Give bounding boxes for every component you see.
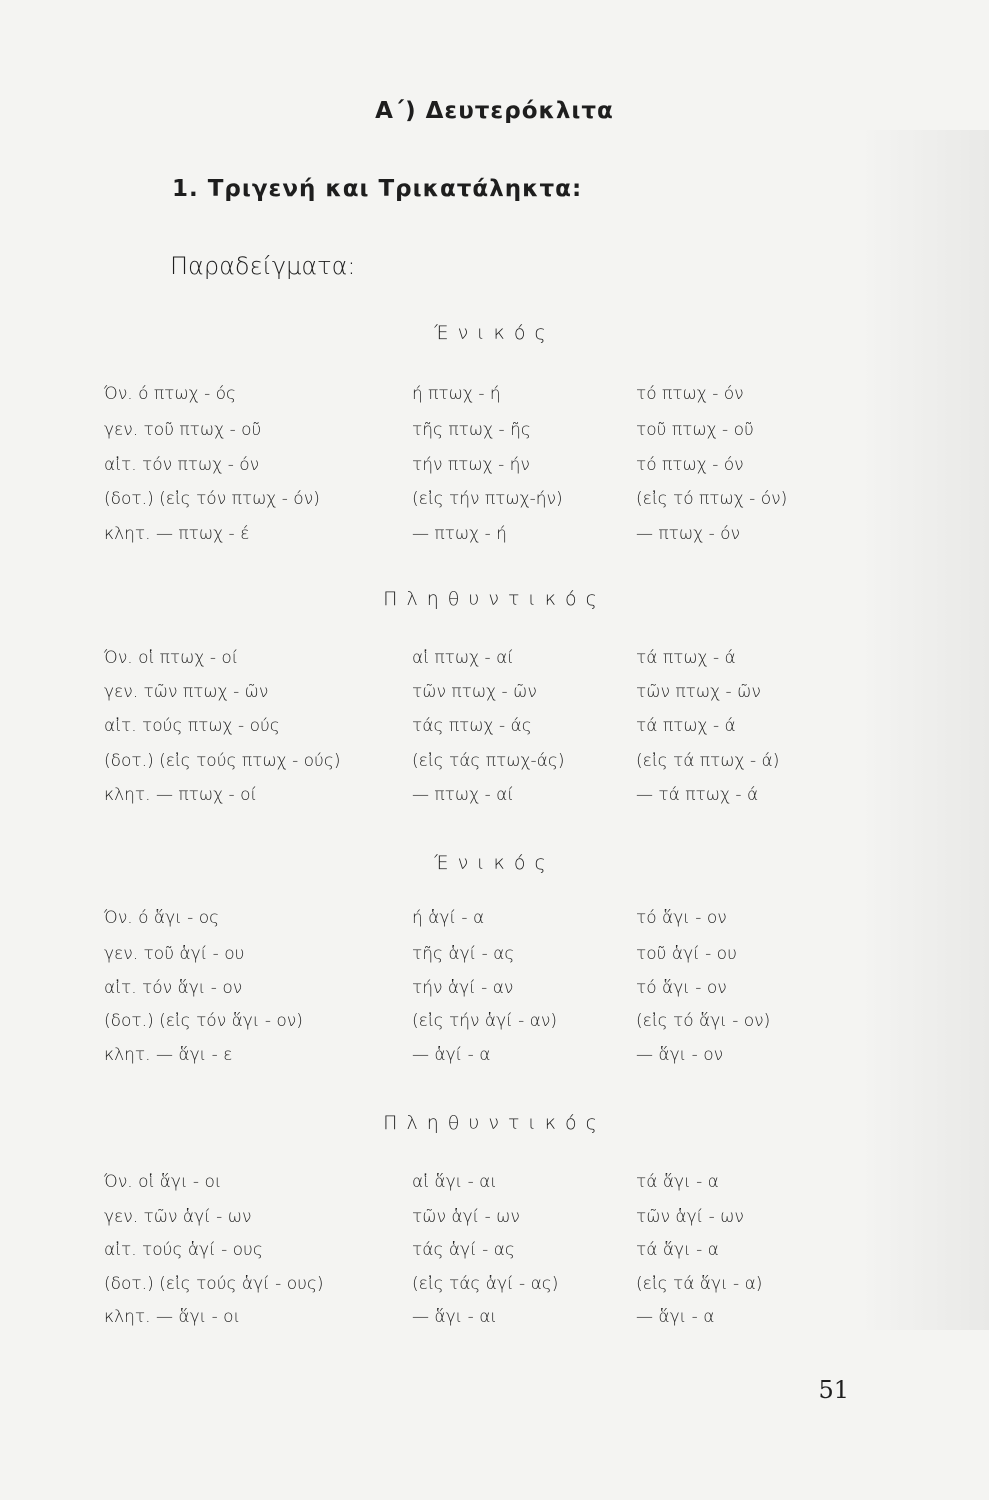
- table-row: [0, 908, 989, 938]
- table-row: [0, 682, 989, 712]
- neuter-cell: (εἰς τό πτωχ - όν): [636, 489, 788, 509]
- neuter-cell: τῶν ἁγί - ων: [636, 1207, 744, 1227]
- table-row: [0, 978, 989, 1008]
- feminine-cell: αἱ ἅγι - αι: [412, 1172, 497, 1192]
- table-row: [0, 716, 989, 746]
- feminine-cell: τήν ἁγί - αν: [412, 978, 514, 998]
- neuter-cell: — ἅγι - ον: [636, 1045, 724, 1065]
- table-row: [0, 455, 989, 485]
- neuter-cell: τοῦ ἁγί - ου: [636, 944, 737, 964]
- feminine-cell: (εἰς τάς πτωχ-άς): [412, 751, 565, 771]
- table-row: [0, 751, 989, 781]
- masculine-cell: αἰτ. τόν πτωχ - όν: [104, 455, 260, 475]
- neuter-cell: τά ἅγι - α: [636, 1240, 719, 1260]
- feminine-cell: — ἅγι - αι: [412, 1307, 497, 1327]
- neuter-cell: τά ἅγι - α: [636, 1172, 719, 1192]
- feminine-cell: τήν πτωχ - ήν: [412, 455, 530, 475]
- masculine-cell: Όν. οἱ πτωχ - οί: [104, 648, 239, 668]
- feminine-cell: (εἰς τάς ἁγί - ας): [412, 1274, 559, 1294]
- neuter-cell: τό πτωχ - όν: [636, 384, 744, 404]
- masculine-cell: Όν. ό πτωχ - ός: [104, 384, 237, 404]
- feminine-cell: τῆς ἁγί - ας: [412, 944, 515, 964]
- table-row: [0, 1172, 989, 1202]
- table-row: [0, 524, 989, 554]
- masculine-cell: (δοτ.) (εἰς τούς πτωχ - ούς): [104, 751, 341, 771]
- masculine-cell: (δοτ.) (εἰς τόν πτωχ - όν): [104, 489, 320, 509]
- section-title: Α΄) Δευτερόκλιτα: [375, 98, 614, 124]
- neuter-cell: — ἅγι - α: [636, 1307, 715, 1327]
- table-row: [0, 489, 989, 519]
- masculine-cell: κλητ. — πτωχ - έ: [104, 524, 250, 544]
- feminine-cell: τάς πτωχ - άς: [412, 716, 532, 736]
- feminine-cell: τάς ἁγί - ας: [412, 1240, 515, 1260]
- neuter-cell: τοῦ πτωχ - οῦ: [636, 420, 754, 440]
- masculine-cell: κλητ. — ἅγι - οι: [104, 1307, 241, 1327]
- table-row: [0, 648, 989, 678]
- table-row: [0, 420, 989, 450]
- neuter-cell: τό ἅγι - ον: [636, 978, 727, 998]
- paradigm-heading: Πληθυντικός: [383, 1112, 606, 1134]
- feminine-cell: τῶν πτωχ - ῶν: [412, 682, 537, 702]
- feminine-cell: ή πτωχ - ή: [412, 384, 501, 404]
- neuter-cell: τό ἅγι - ον: [636, 908, 727, 928]
- paradigm-heading: Ένικός: [434, 322, 555, 344]
- masculine-cell: αἰτ. τούς πτωχ - ούς: [104, 716, 280, 736]
- paradigm-heading: Πληθυντικός: [383, 588, 606, 610]
- table-row: [0, 1045, 989, 1075]
- feminine-cell: (εἰς τήν ἁγί - αν): [412, 1011, 557, 1031]
- feminine-cell: αἱ πτωχ - αί: [412, 648, 514, 668]
- neuter-cell: τό πτωχ - όν: [636, 455, 744, 475]
- masculine-cell: (δοτ.) (εἰς τόν ἅγι - ον): [104, 1011, 303, 1031]
- table-row: [0, 785, 989, 815]
- table-row: [0, 384, 989, 414]
- feminine-cell: — ἁγί - α: [412, 1045, 491, 1065]
- feminine-cell: (εἰς τήν πτωχ-ήν): [412, 489, 563, 509]
- masculine-cell: αἰτ. τούς ἁγί - ους: [104, 1240, 263, 1260]
- table-row: [0, 1240, 989, 1270]
- feminine-cell: τῆς πτωχ - ῆς: [412, 420, 531, 440]
- table-row: [0, 944, 989, 974]
- paradigm-heading: Ένικός: [434, 852, 555, 874]
- neuter-cell: (εἰς τά ἅγι - α): [636, 1274, 763, 1294]
- masculine-cell: (δοτ.) (εἰς τούς ἁγί - ους): [104, 1274, 324, 1294]
- subsection-title: 1. Τριγενή και Τρικατάληκτα:: [172, 176, 583, 202]
- page-number: 51: [818, 1376, 849, 1404]
- neuter-cell: — τά πτωχ - ά: [636, 785, 759, 805]
- neuter-cell: (εἰς τά πτωχ - ά): [636, 751, 780, 771]
- neuter-cell: τά πτωχ - ά: [636, 716, 736, 736]
- neuter-cell: τῶν πτωχ - ῶν: [636, 682, 761, 702]
- feminine-cell: τῶν ἁγί - ων: [412, 1207, 520, 1227]
- masculine-cell: Όν. ό ἅγι - ος: [104, 908, 220, 928]
- masculine-cell: γεν. τοῦ πτωχ - οῦ: [104, 420, 262, 440]
- neuter-cell: — πτωχ - όν: [636, 524, 741, 544]
- masculine-cell: κλητ. — πτωχ - οί: [104, 785, 258, 805]
- neuter-cell: (εἰς τό ἅγι - ον): [636, 1011, 771, 1031]
- neuter-cell: τά πτωχ - ά: [636, 648, 736, 668]
- table-row: [0, 1207, 989, 1237]
- masculine-cell: Όν. οἱ ἅγι - οι: [104, 1172, 222, 1192]
- feminine-cell: — πτωχ - ή: [412, 524, 507, 544]
- feminine-cell: ή ἁγί - α: [412, 908, 485, 928]
- masculine-cell: γεν. τοῦ ἁγί - ου: [104, 944, 245, 964]
- table-row: [0, 1307, 989, 1337]
- masculine-cell: γεν. τῶν πτωχ - ῶν: [104, 682, 269, 702]
- table-row: [0, 1011, 989, 1041]
- masculine-cell: αἰτ. τόν ἅγι - ον: [104, 978, 243, 998]
- examples-label: Παραδείγματα:: [170, 252, 356, 280]
- masculine-cell: γεν. τῶν ἁγί - ων: [104, 1207, 252, 1227]
- table-row: [0, 1274, 989, 1304]
- masculine-cell: κλητ. — ἅγι - ε: [104, 1045, 233, 1065]
- feminine-cell: — πτωχ - αί: [412, 785, 514, 805]
